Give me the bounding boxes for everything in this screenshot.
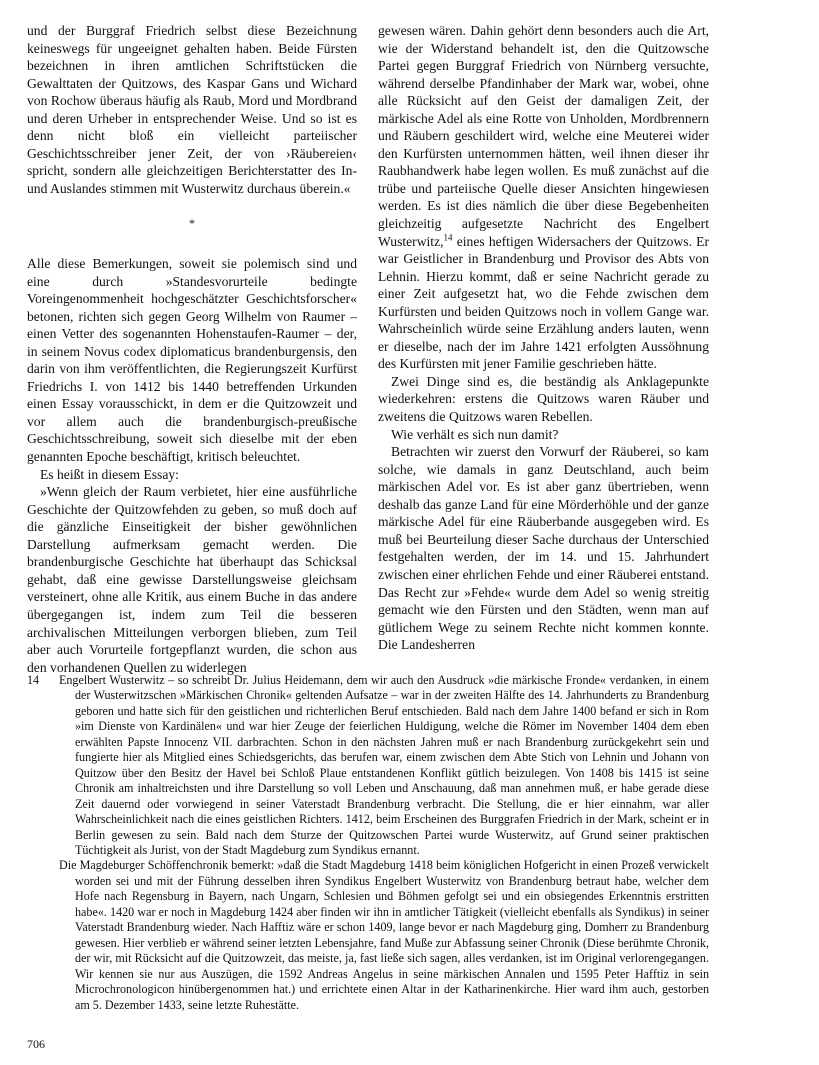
page-number: 706 bbox=[27, 1037, 45, 1051]
section-separator: * bbox=[189, 216, 195, 231]
footnote-reference[interactable]: 14 bbox=[443, 232, 453, 243]
paragraph: Betrachten wir zuerst den Vorwurf der Räuberei, so kam solche, wie damals in ganz Deutschland, auch beim märkischen Adel vor. Es ist aber ganz übertrieben, wenn deshalb das ganze Land für eine Mörderhöhle und der ganze märkische Adel für eine Räuberbande ausgegeben wird. Es muß bei Beurteilung dieser Sache durchaus der Unterschied festgehalten werden, der im 14. und 15. Jahrhundert zwischen einer ehrlichen Fehde und einer Räuberei entstand. Das Recht zur »Fehde« wurde dem Adel so wenig streitig gemacht wie den Fürsten und den Städten, wenn man auf gütlichem Wege zu seinem Rechte nicht kommen konnte. Die Landesherren bbox=[378, 444, 709, 653]
paragraph bbox=[378, 22, 709, 373]
paragraph: Alle diese Bemerkungen, soweit sie polemisch sind und eine durch »Standesvorurteile bedingte Voreingenommenheit hochgeschätzter Geschichtsforscher« betonen, richten sich gegen Georg Wilhelm von Raumer – einen Vetter des sogenannten Hohenstaufen-Raumer – der, in seinem Novus codex diplomaticus brandenburgensis, den darin von ihm veröffentlichten, die Regierungszeit Kurfürst Friedrichs I. von 1412 bis 1440 betreffenden Urkunden einen Essay vorausschickt, in dem er die Quitzowzeit und vor allem auch die brandenburgisch-preußische Geschichtsschreibung, soweit sich dieselbe mit der eben genannten Epoche beschäftigt, kritisch beleuchtet. bbox=[27, 256, 357, 465]
paragraph: Wie verhält es sich nun damit? bbox=[391, 426, 559, 442]
footnotes bbox=[27, 673, 709, 1013]
footnote-paragraph: Die Magdeburger Schöffenchronik bemerkt: »daß die Stadt Magdeburg 1418 beim königlichen Hofgericht in einen Prozeß verwickelt worden sei und mit der Führung desselben ihren Syndikus Engelbert Wusterwitz von Brandenburg betraut habe, welcher dem Hofe nach Regensburg in Bayern, nach Ungarn, Schlesien und Böhmen gefolgt sei und ein obsiegendes Erkenntnis erstritten habe«. 1420 war er noch in Magdeburg 1424 aber finden wir ihn in amtlicher Tätigkeit (vielleicht ebenfalls als Syndikus) in seiner Vaterstadt Brandenburg wieder. Nach Hafftiz wäre er schon 1409, lange bevor er nach Magdeburg ging, Domherr zu Brandenburg gewesen. Hier verblieb er während seiner letzten Lebensjahre, fand Muße zur Abfassung seiner Chronik (Diese berühmte Chronik, der wir, mit Rücksicht auf die Quitzowzeit, das meiste, ja, fast ließe sich sagen, alles verdanken, ist im Original verlorengegangen. Wir kennen sie nur aus Auszügen, die 1592 Andreas Angelus in seine märkischen Annalen und 1595 Peter Hafftiz in sein Microchronologicon hinübergenommen hat.) und errichtete einen Altar in der Katharinenkirche. Hier ward ihm auch, gestorben am 5. Dezember 1433, seine letzte Ruhestätte. bbox=[59, 858, 709, 1012]
footnote-body bbox=[59, 673, 709, 1013]
paragraph: und der Burggraf Friedrich selbst diese Bezeichnung keineswegs für ungeeignet gehalten haben. Beide Fürsten bezeichnen in ihren amtlichen Schriftstücken die Gewalttaten der Quitzows, des Kaspar Gans und Wichard von Rochow überaus häufig als Raub, Mord und Mordbrand und deren Urheber in entsprechender Weise. Und so ist es denn nicht bloß ein vielleicht parteiischer Geschichtsschreiber jener Zeit, der von ›Räubereien‹ spricht, sondern alle gleichzeitigen Berichterstatter des In- und Auslandes stimmen mit Wusterwitz durchaus überein.« bbox=[27, 23, 357, 196]
paragraph-text: eines heftigen Widersachers der Quitzows. Er war Geistlicher in Brandenburg und Provisor des Abts von Lehnin. Hierzu kommt, daß er seine Nachricht gerade zu einer Zeit aufgesetzt hat, wo die Fehde zwischen dem Kurfürsten und beiden Quitzows noch in vollem Gange war. Wahrscheinlich würde seine Erzählung anders lauten, wenn er dieselbe, nach der im Jahre 1421 erfolgten Aussöhnung des Kurfürsten mit jener Familie geschrieben hätte. bbox=[378, 233, 709, 372]
quote-paragraph: »Wenn gleich der Raum verbietet, hier eine ausführliche Geschichte der Quitzowfehden zu geben, so muß doch auf die gänzliche Einseitigkeit der bisher gewöhnlichen Darstellung aufmerksam gemacht werden. Die brandenburgische Geschichte hat überhaupt das Schicksal gehabt, daß eine gewisse Darstellungsweise gleichsam versteinert, ohne alle Kritik, aus einem Buche in das andere übergegangen ist, indem zum Teil die besseren archivalischen Mitteilungen verborgen blieben, zum Teil aber auch Vorurteile fortgepflanzt wurden, die schon aus den vorhandenen Quellen zu widerlegen bbox=[27, 484, 357, 675]
right-column bbox=[378, 22, 709, 654]
paragraph-text: gewesen wären. Dahin gehört denn besonders auch die Art, wie der Widerstand behandelt ist, den die Quitzowsche Partei gegen Burggraf Friedrich von Nürnberg versuchte, während derselbe Pfandinhaber der Mark war, wobei, ohne alle Rücksicht auf den Geist der damaligen Zeit, der märkische Adel als eine Rotte von Unholden, Mordbrennern und Räubern geschildert wird, welche eine Meuterei wider den Kurfürsten unternommen hätten, weil ihnen dieser ihr Raubhandwerk habe legen wollen. Es muß zunächst auf die trübe und parteiische Quelle dieser Ansichten hingewiesen werden. Es ist dies nämlich die über diese Begebenheiten gleichzeitig aufgesetzte Nachricht des Engelbert Wusterwitz, bbox=[378, 23, 709, 249]
footnote-number: 14 bbox=[27, 673, 40, 687]
paragraph: Zwei Dinge sind es, die beständig als Anklagepunkte wiederkehren: erstens die Quitzows waren Räuber und zweitens die Quitzows waren Rebellen. bbox=[378, 373, 709, 425]
left-column bbox=[27, 22, 357, 676]
paragraph: Es heißt in diesem Essay: bbox=[40, 466, 179, 482]
footnote bbox=[27, 673, 709, 1013]
footnote-paragraph: Engelbert Wusterwitz – so schreibt Dr. Julius Heidemann, dem wir auch den Ausdruck »die märkische Fronde« verdanken, in einem der Wusterwitzschen »Märkischen Chronik« geltenden Aufsatze – war in der zweiten Hälfte des 14. Jahrhunderts zu Brandenburg geboren und hatte sich für den geistlichen und richterlichen Beruf entschieden. Bald nach dem Jahre 1400 befand er sich in Rom »im Dienste von Kardinälen« und war hier Zeuge der feierlichen Huldigung, welche die Römer im November 1404 dem eben erwählten Papste Innocenz VII. darbrachten. Schon in den nächsten Jahren muß er nach Brandenburg zurückgekehrt sein und fungierte hier als Mitglied eines Schiedsgerichts, das berufen war, einem zwischen dem Abte Stich von Lehnin und Johann von Quitzow über den Besitz der Havel bei Schloß Plaue entstandenen Konflikt gütlich beizulegen. Von 1408 bis 1415 ist seine Chronik am inhaltreichsten und ihre Darstellung so voll Leben und Anschauung, daß man annehmen muß, er habe gerade diese Zeit dauernd oder vorwiegend in seiner Vaterstadt Brandenburg verbracht. Die Stellung, die er hier einnahm, war aller Wahrscheinlichkeit nach die eines geistlichen Richters. 1412, beim Erscheinen des Burggrafen Friedrich in der Mark, scheint er in Berlin gewesen zu sein. Bald nach dem Sturze der Quitzowschen Partei wurde Wusterwitz, auf Grund seiner praktischen Tüchtigkeit als Jurist, von der Stadt Magdeburg zum Syndikus ernannt. bbox=[59, 673, 709, 857]
